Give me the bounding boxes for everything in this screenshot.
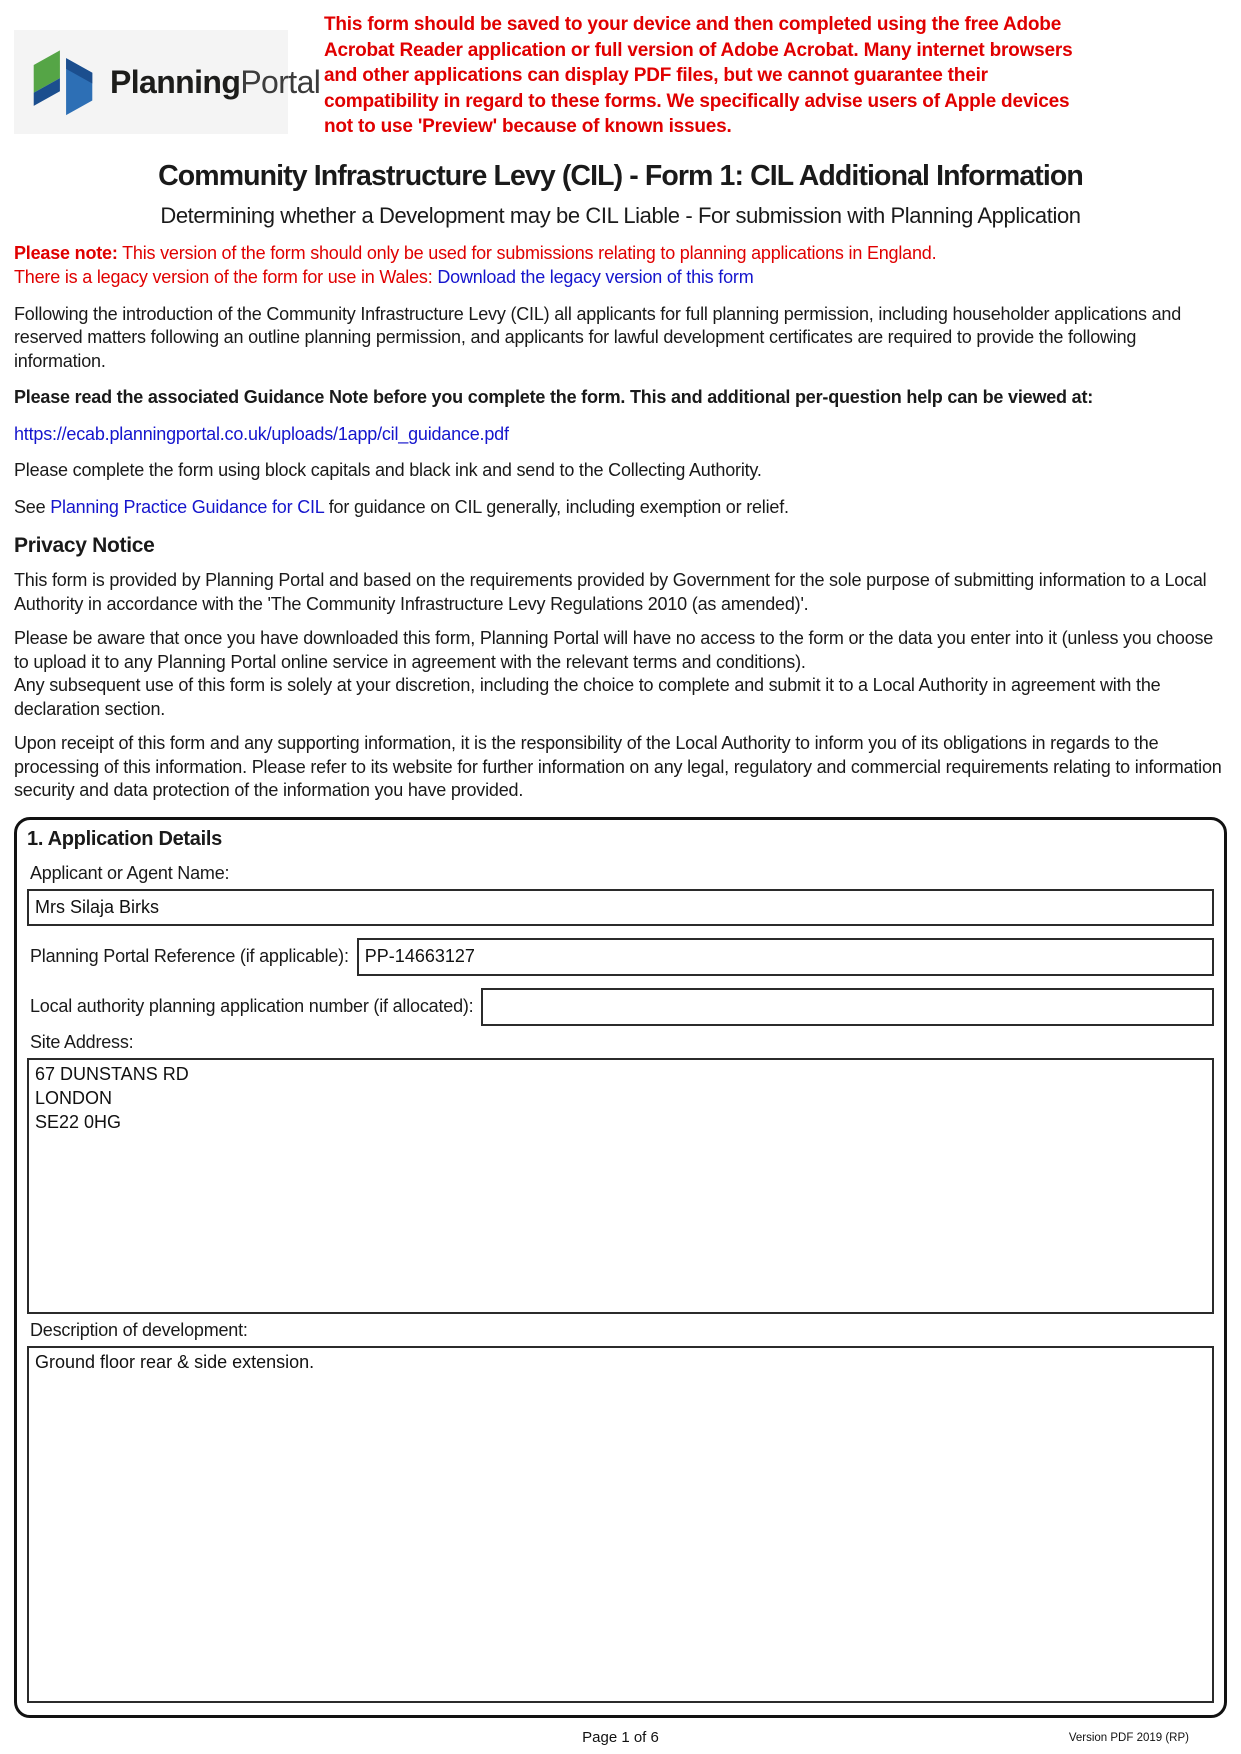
page-header (14, 0, 1227, 140)
pp-reference-label: Planning Portal Reference (if applicable): (30, 946, 349, 966)
save-to-device-notice: This form should be saved to your device and then completed using the free Adobe Acrobat Reader application or full version of Adobe Acrobat. Many internet browsers and other applications can display PDF files, but we cannot guarantee their compatibility in regard to these forms. We specifically advise users of Apple devices not to use 'Preview' because of known issues. (324, 14, 1073, 137)
legacy-form-link[interactable]: Download the legacy version of this form (437, 267, 754, 287)
privacy-paragraph-2a: Please be aware that once you have downloaded this form, Planning Portal will have no access to the form or the data you enter into it (unless you choose to upload it to any Planning Portal online service in agreement with the relevant terms and conditions). (14, 628, 1214, 672)
la-number-label: Local authority planning application number (if allocated): (30, 996, 474, 1016)
pp-reference-input[interactable] (357, 938, 1214, 976)
planning-portal-logo (14, 30, 321, 134)
privacy-paragraph-2 (14, 627, 1227, 721)
guidance-note-lead: Please read the associated Guidance Note before you complete the form. This and additional per-question help can be viewed at: (14, 387, 1094, 407)
description-label: Description of development: (30, 1319, 248, 1340)
planning-portal-logo-icon (26, 41, 100, 123)
note-text-2: There is a legacy version of the form for use in Wales: (14, 267, 433, 287)
note-text-1: This version of the form should only be used for submissions relating to planning applications in England. (122, 242, 937, 263)
la-number-input[interactable] (481, 988, 1214, 1026)
applicant-name-input[interactable] (27, 889, 1214, 926)
privacy-paragraph-3: Upon receipt of this form and any supporting information, it is the responsibility of the Local Authority to inform you of its obligations in regards to the processing of this information. Please refer to its website for further information on any legal, regulatory and commercial requirements relating to information security and data protection of the information you have provided. (14, 733, 1222, 800)
note-line-1 (14, 241, 1227, 266)
intro-paragraph: Following the introduction of the Community Infrastructure Levy (CIL) all applicants for full planning permission, including householder applications and reserved matters following an outline planning permission, and applicants for lawful development certificates are required to provide the following information. (14, 303, 1182, 371)
privacy-paragraph-1: This form is provided by Planning Portal and based on the requirements provided by Government for the sole purpose of submitting information to a Local Authority in accordance with the 'The Community Infrastructure Levy Regulations 2010 (as amended)'. (14, 570, 1207, 614)
see-post-text: for guidance on CIL generally, including exemption or relief. (328, 496, 789, 517)
planning-portal-wordmark (110, 64, 320, 101)
form-title: Community Infrastructure Levy (CIL) - Form 1: CIL Additional Information (158, 159, 1083, 192)
note-label: Please note: (14, 242, 118, 263)
logo-word-planning: Planning (110, 63, 241, 100)
see-guidance-line (14, 496, 1227, 520)
privacy-paragraph-2b: Any subsequent use of this form is solely at your discretion, including the choice to complete and submit it to a Local Authority in agreement with the declaration section. (14, 675, 1161, 719)
block-capitals-note: Please complete the form using block capitals and black ink and send to the Collecting Authority. (14, 460, 762, 480)
site-address-textarea[interactable] (27, 1058, 1214, 1314)
page-footer (0, 1726, 1241, 1748)
la-number-row (27, 988, 1214, 1026)
application-details-title: 1. Application Details (27, 827, 222, 850)
logo-word-portal: Portal (240, 63, 321, 100)
page-number: Page 1 of 6 (582, 1729, 659, 1746)
application-details-section (14, 817, 1227, 1719)
ppg-cil-link[interactable]: Planning Practice Guidance for CIL (50, 496, 324, 517)
site-address-label: Site Address: (30, 1031, 134, 1052)
pp-reference-row (27, 938, 1214, 976)
note-line-2 (14, 265, 1227, 290)
version-label: Version PDF 2019 (RP) (1068, 1732, 1189, 1744)
see-pre-text: See (14, 496, 46, 517)
england-only-note (14, 241, 1227, 290)
privacy-notice-heading: Privacy Notice (14, 534, 155, 557)
guidance-pdf-link[interactable]: https://ecab.planningportal.co.uk/uploads/1app/cil_guidance.pdf (14, 423, 509, 444)
form-subtitle: Determining whether a Development may be CIL Liable - For submission with Planning Application (160, 202, 1081, 228)
description-textarea[interactable] (27, 1346, 1214, 1704)
applicant-name-label: Applicant or Agent Name: (30, 862, 230, 883)
